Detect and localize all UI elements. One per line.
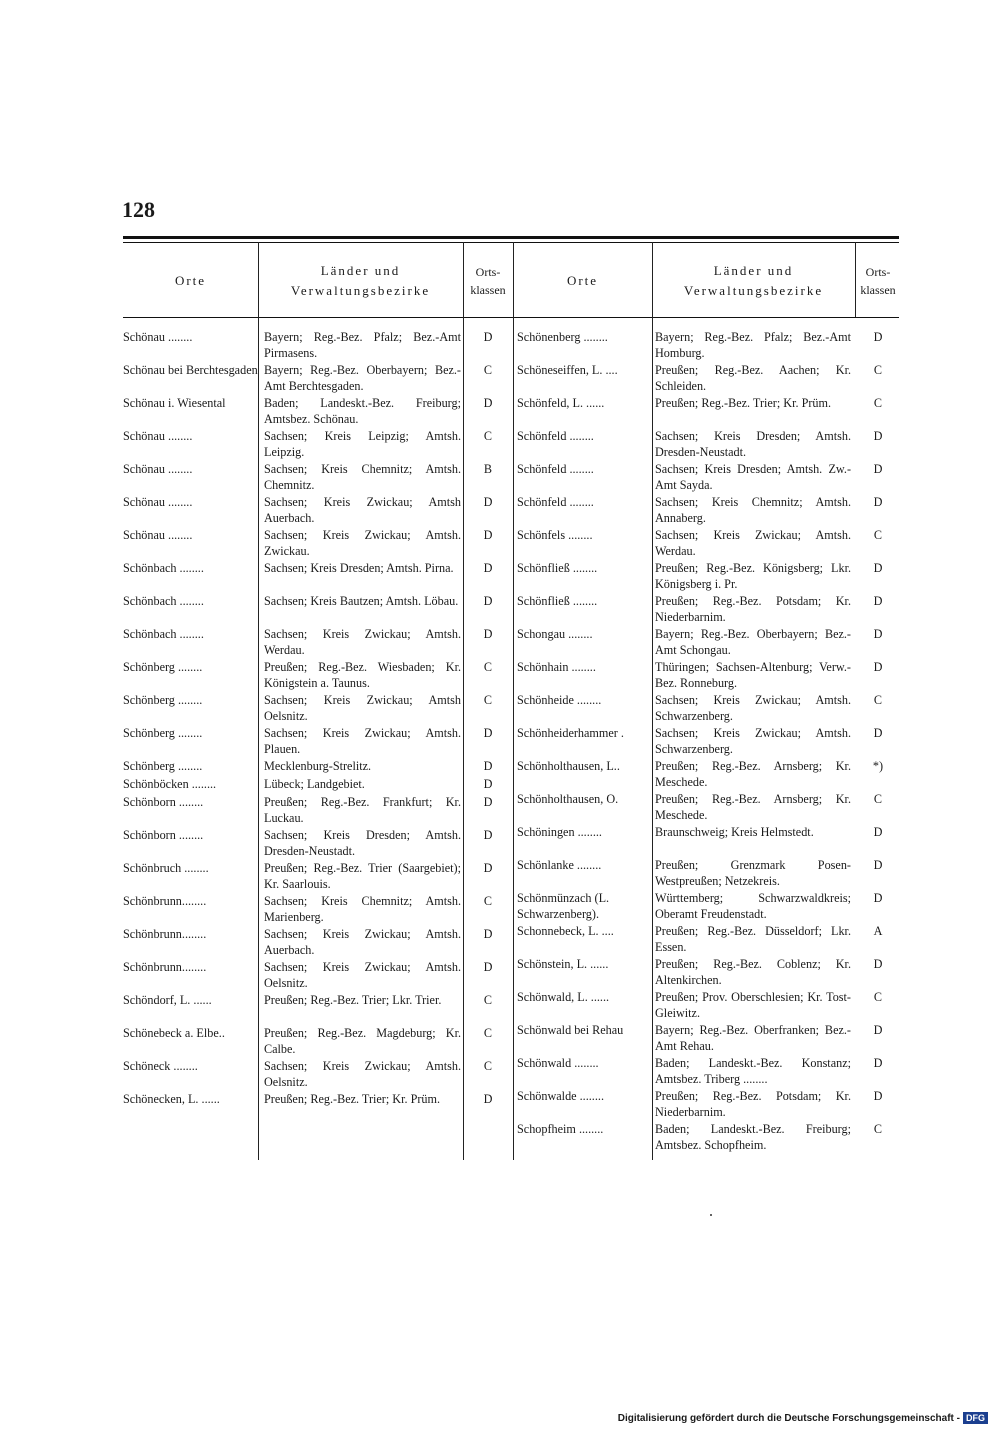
table-top-rule-thin [123,242,899,243]
administrative-district: Bayern; Reg.-Bez. Pfalz; Bez.-Amt Homburg. [655,330,851,360]
footer-text: Digitalisierung gefördert durch die Deutsche Forschungsgemeinschaft - [617,1412,960,1424]
place-name: Schönwalde ........ [517,1089,604,1103]
place-class: D [483,927,493,941]
place-name: Schönberg ........ [123,660,203,674]
place-name: Schönbrunn........ [123,927,207,941]
place-class: D [483,759,493,773]
place-name: Schönfels ........ [517,528,593,542]
place-name: Schönmünzach (L. Schwarzenberg). [517,891,610,921]
administrative-district: Sachsen; Kreis Zwickau; Amtsh. Schwarzenberg. [655,693,851,723]
table-top-rule-thick [123,236,899,239]
place-name: Schönebeck a. Elbe.. [123,1026,225,1040]
place-name: Schönfließ ........ [517,561,598,575]
place-name: Schönecken, L. ...... [123,1092,220,1106]
place-class: D [483,861,493,875]
administrative-district: Sachsen; Kreis Zwickau; Amtsh. Oelsnitz. [264,960,461,990]
place-class: D [873,726,883,740]
administrative-district: Preußen; Reg.-Bez. Wiesbaden; Kr. Königstein a. Taunus. [264,660,461,690]
place-name: Schönau bei Berchtesgaden [123,363,258,377]
place-class: D [483,828,493,842]
header-orte-right [513,248,652,314]
place-class: C [873,396,883,410]
administrative-district: Sachsen; Kreis Zwickau; Amtsh Auerbach. [264,495,461,525]
place-name: Schönfeld ........ [517,429,594,443]
place-name: Schönstein, L. ...... [517,957,609,971]
place-name: Schöningen ........ [517,825,602,839]
place-class: D [873,462,883,476]
administrative-district: Preußen; Prov. Oberschlesien; Kr. Tost-Gleiwitz. [655,990,851,1020]
administrative-district: Bayern; Reg.-Bez. Oberbayern; Bez.-Amt Schongau. [655,627,851,657]
place-name: Schönfeld ........ [517,495,594,509]
administrative-district: Mecklenburg-Strelitz. [264,759,372,773]
page-number: 128 [122,197,155,222]
place-class: D [483,330,493,344]
place-class: D [873,1056,883,1070]
administrative-district: Sachsen; Kreis Dresden; Amtsh. Pirna. [264,561,454,575]
place-class: C [873,1122,883,1136]
administrative-district: Preußen; Reg.-Bez. Arnsberg; Kr. Meschede. [655,792,851,822]
administrative-district: Braunschweig; Kreis Helmstedt. [655,825,814,839]
administrative-district: Sachsen; Kreis Zwickau; Amtsh. Zwickau. [264,528,461,558]
administrative-district: Preußen; Reg.-Bez. Aachen; Kr. Schleiden. [655,363,851,393]
place-name: Schöndorf, L. ...... [123,993,212,1007]
place-name: Schönau ........ [123,528,193,542]
header-laender-left [258,248,463,314]
place-class: D [873,1089,883,1103]
administrative-district: Preußen; Reg.-Bez. Potsdam; Kr. Niederbarnim. [655,1089,851,1119]
header-klassen-right [855,248,901,314]
administrative-district: Sachsen; Kreis Zwickau; Amtsh Oelsnitz. [264,693,461,723]
place-name: Schönberg ........ [123,693,203,707]
administrative-district: Sachsen; Kreis Chemnitz; Amtsh. Marienberg. [264,894,461,924]
place-class: A [873,924,883,938]
header-laender-right [652,248,855,314]
place-class: D [483,528,493,542]
place-class: C [483,1026,493,1040]
administrative-district: Sachsen; Kreis Dresden; Amtsh. Dresden-Neustadt. [264,828,461,858]
place-name: Schönwald ........ [517,1056,599,1070]
place-class: D [483,594,493,608]
header-klassen-line2: klassen [470,283,506,297]
place-name: Schönholthausen, L.. [517,759,620,773]
place-class: D [483,777,493,791]
place-name: Schönbach ........ [123,627,204,641]
administrative-district: Sachsen; Kreis Leipzig; Amtsh. Leipzig. [264,429,461,459]
place-class: C [873,693,883,707]
administrative-district: Sachsen; Kreis Zwickau; Amtsh. Auerbach. [264,927,461,957]
administrative-district: Sachsen; Kreis Zwickau; Amtsh. Plauen. [264,726,461,756]
place-class: D [873,825,883,839]
place-name: Schönborn ........ [123,828,204,842]
place-name: Schönborn ........ [123,795,204,809]
place-class: B [483,462,493,476]
place-name: Schönau ........ [123,429,193,443]
place-name: Schönbrunn........ [123,894,207,908]
administrative-district: Baden; Landeskt.-Bez. Freiburg; Amtsbez. Schönau. [264,396,461,426]
place-class: D [873,330,883,344]
place-class: D [483,1092,493,1106]
place-name: Schönfeld, L. ...... [517,396,605,410]
header-laender-line2: Verwaltungsbezirke [683,283,824,298]
header-orte-label: Orte [566,273,599,288]
header-klassen-line1: Orts- [475,265,501,279]
column-divider [513,242,514,1160]
administrative-district: Baden; Landeskt.-Bez. Freiburg; Amtsbez. Schopfheim. [655,1122,851,1152]
place-name: Schönböcken ........ [123,777,217,791]
place-class: C [483,363,493,377]
administrative-district: Preußen; Reg.-Bez. Königsberg; Lkr. Königsberg i. Pr. [655,561,851,591]
dfg-logo: DFG [963,1412,988,1424]
administrative-district: Württemberg; Schwarzwaldkreis; Oberamt Freudenstadt. [655,891,851,921]
administrative-district: Sachsen; Kreis Zwickau; Amtsh. Schwarzenberg. [655,726,851,756]
place-class: C [873,363,883,377]
place-class: D [483,561,493,575]
place-name: Schönfeld ........ [517,462,594,476]
administrative-district: Sachsen; Kreis Chemnitz; Amtsh. Chemnitz. [264,462,461,492]
place-class: C [873,990,883,1004]
place-name: Schönholthausen, O. [517,792,619,806]
place-name: Schönhain ........ [517,660,596,674]
administrative-district: Preußen; Grenzmark Posen-Westpreußen; Netzekreis. [655,858,851,888]
place-class: C [483,894,493,908]
place-class: C [483,429,493,443]
place-class: C [873,528,883,542]
header-klassen-line1: Orts- [865,265,891,279]
place-name: Schönbrunn........ [123,960,207,974]
place-class: D [483,396,493,410]
place-class: D [873,429,883,443]
print-speck [710,1214,712,1216]
administrative-district: Sachsen; Kreis Zwickau; Amtsh. Werdau. [655,528,851,558]
place-name: Schönbruch ........ [123,861,209,875]
administrative-district: Bayern; Reg.-Bez. Oberbayern; Bez.-Amt Berchtesgaden. [264,363,461,393]
administrative-district: Baden; Landeskt.-Bez. Konstanz; Amtsbez. Triberg ........ [655,1056,851,1086]
place-name: Schönbach ........ [123,594,204,608]
place-class: D [873,891,883,905]
administrative-district: Preußen; Reg.-Bez. Frankfurt; Kr. Luckau. [264,795,461,825]
place-class: C [483,660,493,674]
place-name: Schönberg ........ [123,759,203,773]
place-name: Schönenberg ........ [517,330,608,344]
administrative-district: Preußen; Reg.-Bez. Arnsberg; Kr. Meschede. [655,759,851,789]
administrative-district: Sachsen; Kreis Chemnitz; Amtsh. Annaberg. [655,495,851,525]
place-class: C [483,993,493,1007]
place-class: D [483,960,493,974]
administrative-district: Preußen; Reg.-Bez. Trier; Kr. Prüm. [264,1092,441,1106]
place-class: D [483,726,493,740]
administrative-district: Bayern; Reg.-Bez. Pfalz; Bez.-Amt Pirmasens. [264,330,461,360]
place-name: Schönwald, L. ...... [517,990,610,1004]
place-name: Schönau ........ [123,462,193,476]
header-laender-line1: Länder und [713,263,794,278]
place-class: D [873,594,883,608]
place-class: C [483,1059,493,1073]
place-name: Schopfheim ........ [517,1122,604,1136]
place-name: Schönlanke ........ [517,858,602,872]
header-orte-label: Orte [174,273,207,288]
administrative-district: Sachsen; Kreis Bautzen; Amtsh. Löbau. [264,594,459,608]
place-class: D [873,660,883,674]
administrative-district: Preußen; Reg.-Bez. Düsseldorf; Lkr. Essen. [655,924,851,954]
place-class: C [873,792,883,806]
place-name: Schönbach ........ [123,561,204,575]
place-class: D [873,957,883,971]
column-divider [652,242,653,1160]
place-class: D [483,495,493,509]
place-class: D [483,627,493,641]
place-name: Schönheiderhammer . [517,726,624,740]
table-header-rule [123,317,899,318]
place-class: D [873,561,883,575]
place-class: D [873,1023,883,1037]
place-name: Schönwald bei Rehau [517,1023,624,1037]
place-class: C [483,693,493,707]
administrative-district: Preußen; Reg.-Bez. Magdeburg; Kr. Calbe. [264,1026,461,1056]
place-class: D [483,795,493,809]
place-name: Schönau ........ [123,495,193,509]
place-class: D [873,627,883,641]
administrative-district: Sachsen; Kreis Dresden; Amtsh. Zw.-Amt Sayda. [655,462,851,492]
header-klassen-left [463,248,513,314]
administrative-district: Preußen; Reg.-Bez. Coblenz; Kr. Altenkirchen. [655,957,851,987]
administrative-district: Sachsen; Kreis Dresden; Amtsh. Dresden-Neustadt. [655,429,851,459]
administrative-district: Thüringen; Sachsen-Altenburg; Verw.-Bez. Ronneburg. [655,660,851,690]
header-klassen-line2: klassen [860,283,896,297]
administrative-district: Bayern; Reg.-Bez. Oberfranken; Bez.-Amt Rehau. [655,1023,851,1053]
place-name: Schönau ........ [123,330,193,344]
place-name: Schonnebeck, L. .... [517,924,614,938]
administrative-district: Sachsen; Kreis Zwickau; Amtsh. Werdau. [264,627,461,657]
header-laender-line1: Länder und [320,263,401,278]
place-name: Schönau i. Wiesental [123,396,226,410]
place-name: Schöneseiffen, L. .... [517,363,618,377]
place-class: D [873,495,883,509]
place-class: D [873,858,883,872]
administrative-district: Lübeck; Landgebiet. [264,777,365,791]
footer [618,1412,988,1424]
place-name: Schönberg ........ [123,726,203,740]
place-name: Schönheide ........ [517,693,602,707]
place-name: Schönfließ ........ [517,594,598,608]
place-name: Schöneck ........ [123,1059,198,1073]
place-name: Schongau ........ [517,627,593,641]
place-class: *) [872,759,884,773]
administrative-district: Preußen; Reg.-Bez. Trier; Lkr. Trier. [264,993,442,1007]
administrative-district: Sachsen; Kreis Zwickau; Amtsh. Oelsnitz. [264,1059,461,1089]
administrative-district: Preußen; Reg.-Bez. Potsdam; Kr. Niederbarnim. [655,594,851,624]
administrative-district: Preußen; Reg.-Bez. Trier (Saargebiet); Kr. Saarlouis. [264,861,461,891]
column-divider [258,242,259,1160]
administrative-district: Preußen; Reg.-Bez. Trier; Kr. Prüm. [655,396,832,410]
header-orte-left [123,248,258,314]
header-laender-line2: Verwaltungsbezirke [290,283,431,298]
